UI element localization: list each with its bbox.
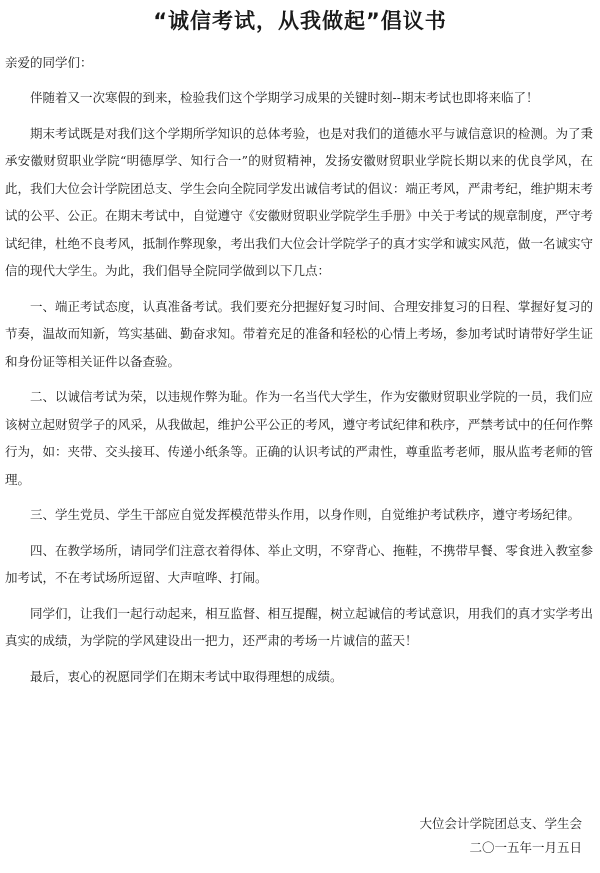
paragraph-call-to-action: 同学们，让我们一起行动起来，相互监督、相互提醒，树立起诚信的考试意识，用我们的真才实学考出真实的成绩，为学院的学风建设出一把力，还严肃的考场一片诚信的蓝天！ [5, 605, 593, 648]
paragraph-point-2: 二、以诚信考试为荣，以违规作弊为耻。作为一名当代大学生，作为安徽财贸职业学院的一员，我们应该树立起财贸学子的风采，从我做起，维护公平公正的考风，遵守考试纪律和秩序，严禁考试中的任何作弊行为，如：夹带、交头接耳、传递小纸条等。正确的认识考试的严肃性，尊重监考老师，服从监考老师的管理。 [5, 389, 593, 487]
greeting-line: 亲爱的同学们： [5, 55, 93, 70]
signature-line: 大位会计学院团总支、学生会 [419, 816, 582, 831]
paragraph-initiative: 期末考试既是对我们这个学期所学知识的总体考验，也是对我们的道德水平与诚信意识的检测。为了秉承安徽财贸职业学院“明德厚学、知行合一”的财贸精神，发扬安徽财贸职业学院长期以来的优良学风，在此，我们大位会计学院团总支、学生会向全院同学发出诚信考试的倡议：端正考风，严肃考纪，维护期末考试的公平、公正。在期末考试中，自觉遵守《安徽财贸职业学院学生手册》中关于考试的规章制度，严守考试纪律，杜绝不良考风，抵制作弊现象，考出我们大位会计学院学子的真才实学和诚实风范，做一名诚实守信的现代大学生。为此，我们倡导全院同学做到以下几点： [5, 125, 593, 278]
paragraph-intro: 伴随着又一次寒假的到来，检验我们这个学期学习成果的关键时刻--期末考试也即将来临了！ [30, 90, 539, 105]
paragraph-point-4: 四、在教学场所，请同学们注意衣着得体、举止文明，不穿背心、拖鞋，不携带早餐、零食进入教室参加考试，不在考试场所逗留、大声喧哗、打闹。 [5, 542, 593, 585]
document-title: “诚信考试，从我做起”倡议书 [153, 9, 447, 33]
paragraph-point-1: 一、端正考试态度，认真准备考试。我们要充分把握好复习时间、合理安排复习的日程、掌握好复习的节奏，温故而知新，笃实基础、勤奋求知。带着充足的准备和轻松的心情上考场，参加考试时请带好学生证和身份证等相关证件以备查验。 [5, 298, 593, 369]
date-line: 二〇一五年一月五日 [469, 840, 582, 855]
document-body [5, 84, 593, 698]
paragraph-closing: 最后，衷心的祝愿同学们在期末考试中取得理想的成绩。 [30, 668, 343, 684]
paragraph-point-3: 三、学生党员、学生干部应自觉发挥模范带头作用，以身作则，自觉维护考试秩序，遵守考场纪律。 [30, 507, 581, 522]
